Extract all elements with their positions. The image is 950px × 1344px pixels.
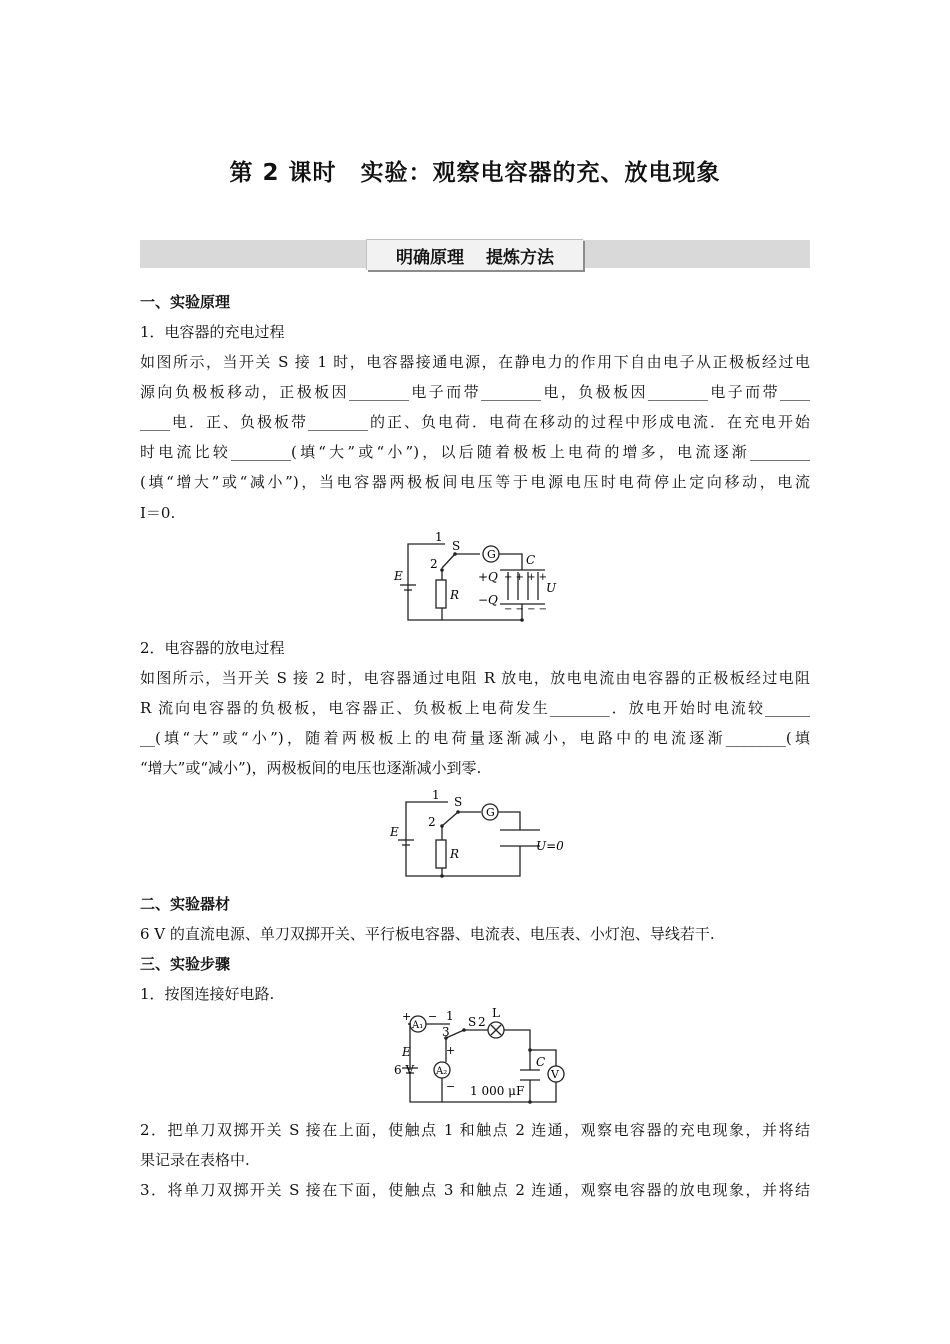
charge-line: 如图所示，当开关 S 接 1 时，电容器接通电源，在静电力的作用下自由电子从正极板经过电 — [140, 353, 810, 371]
contact-2-label: 2 — [478, 1015, 486, 1029]
switch-label: S — [454, 795, 463, 809]
charging-circuit-figure — [380, 528, 570, 626]
page-title: 第 2 课时 实验：观察电容器的充、放电现象 — [229, 160, 721, 186]
contact-1-label: 1 — [435, 530, 443, 544]
source-label: E — [402, 1045, 411, 1059]
plus-signs: + + + + — [504, 572, 548, 583]
resistor-label: R — [450, 847, 460, 861]
a1-plus: + — [402, 1010, 412, 1023]
discharge-line: “增大”或“减小”)，两极板间的电压也逐渐减小到零. — [140, 759, 482, 777]
a1-minus: − — [428, 1010, 438, 1023]
capacitor-label: C — [536, 1055, 546, 1069]
voltage-label: U — [546, 581, 557, 595]
step-3-line: 3．将单刀双掷开关 S 接在下面，使触点 3 和触点 2 连通，观察电容器的放电现象，并将结 — [140, 1181, 810, 1199]
contact-1-label: 1 — [446, 1009, 454, 1023]
step-2-line: 果记录在表格中. — [140, 1151, 250, 1169]
minus-signs: − − − − — [504, 604, 548, 615]
charge-line: ____电．正、负极板带________的正、负电荷．电荷在移动的过程中形成电流．在充电开始 — [140, 413, 810, 431]
switch-label: S — [452, 539, 461, 553]
a2-plus: + — [446, 1044, 456, 1057]
charge-line: 源向负极板移动，正极板因________电子而带________电，负极板因________电子而带____ — [140, 383, 810, 401]
charge-line: I＝0. — [140, 504, 176, 522]
positive-charge-label: +Q — [478, 570, 498, 584]
section-heading-equipment: 二、实验器材 — [140, 895, 231, 913]
a2-minus: − — [446, 1080, 456, 1093]
section-heading-principle: 一、实验原理 — [140, 293, 231, 311]
discharge-line: 如图所示，当开关 S 接 2 时，电容器通过电阻 R 放电，放电电流由电容器的正极板经过电阻 — [140, 669, 810, 687]
banner-left-text: 明确原理 — [396, 247, 464, 268]
discharging-circuit-figure — [380, 786, 570, 882]
source-voltage-label: 6 V — [394, 1063, 415, 1077]
source-label: E — [390, 825, 399, 839]
discharge-line: R 流向电容器的负极板，电容器正、负极板上电荷发生________．放电开始时电流较______ — [140, 699, 810, 717]
source-label: E — [394, 569, 403, 583]
contact-2-label: 2 — [430, 557, 438, 571]
contact-3-label: 3 — [442, 1025, 450, 1039]
charge-line: 时电流比较________(填“大”或“小”)，以后随着极板上电荷的增多，电流逐渐________ — [140, 443, 810, 461]
experiment-circuit-figure — [384, 1008, 574, 1108]
galvanometer-label: G — [486, 806, 495, 819]
capacitor-label: C — [526, 553, 536, 567]
charge-line: (填“增大”或“减小”)，当电容器两极板间电压等于电源电压时电荷停止定向移动，电流 — [140, 473, 810, 491]
voltage-zero-label: U=0 — [536, 839, 564, 853]
negative-charge-label: −Q — [478, 593, 498, 607]
lamp-label: L — [492, 1008, 500, 1020]
contact-2-label: 2 — [428, 815, 436, 829]
banner-right-text: 提炼方法 — [486, 247, 554, 268]
contact-1-label: 1 — [432, 788, 440, 802]
charge-heading: 1．电容器的充电过程 — [140, 323, 285, 341]
discharge-heading: 2．电容器的放电过程 — [140, 639, 285, 657]
ammeter-1-label: A₁ — [412, 1020, 424, 1031]
discharge-line: __(填“大”或“小”)，随着两极板上的电荷量逐渐减小，电路中的电流逐渐________(填 — [140, 729, 810, 747]
switch-label: S — [468, 1015, 477, 1029]
step-2-line: 2．把单刀双掷开关 S 接在上面，使触点 1 和触点 2 连通，观察电容器的充电现象，并将结 — [140, 1121, 810, 1139]
section-banner-label — [366, 239, 583, 270]
ammeter-2-label: A₂ — [436, 1066, 448, 1077]
resistor-label: R — [450, 588, 460, 602]
capacitance-label: 1 000 μF — [470, 1084, 525, 1098]
section-heading-steps: 三、实验步骤 — [140, 955, 231, 973]
step-1: 1．按图连接好电路. — [140, 985, 275, 1003]
equipment-text: 6 V 的直流电源、单刀双掷开关、平行板电容器、电流表、电压表、小灯泡、导线若干. — [140, 925, 715, 943]
voltmeter-label: V — [551, 1068, 559, 1081]
galvanometer-label: G — [487, 548, 496, 561]
